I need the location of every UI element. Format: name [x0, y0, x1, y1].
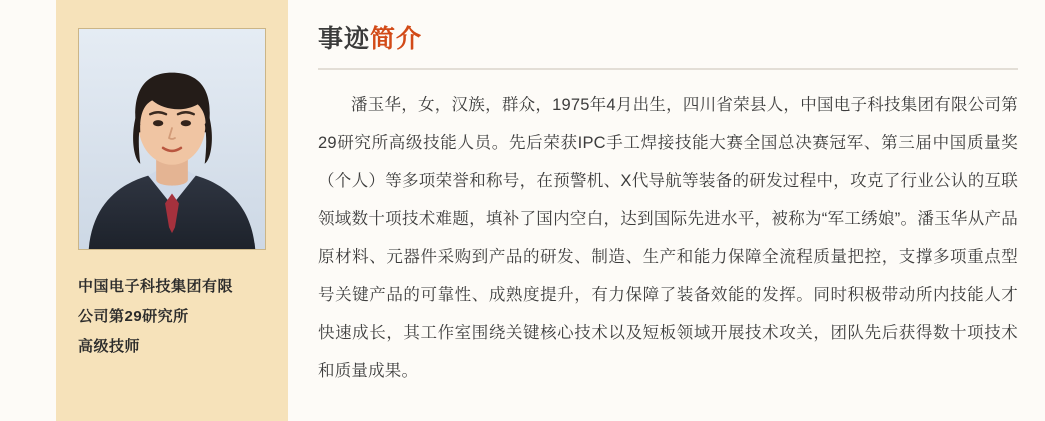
profile-caption	[78, 272, 266, 362]
profile-caption-line-3: 高级技师	[78, 338, 141, 355]
section-title-part-1: 事迹	[318, 25, 371, 53]
profile-card	[56, 0, 288, 421]
portrait-illustration	[79, 29, 265, 249]
portrait-photo	[78, 28, 266, 250]
article-content	[318, 0, 1018, 421]
section-title-part-2: 简介	[370, 25, 423, 53]
section-title	[318, 22, 1018, 56]
profile-caption-line-1: 中国电子科技集团有限	[78, 278, 234, 295]
profile-caption-line-2: 公司第29研究所	[78, 308, 189, 325]
article-body: 潘玉华，女，汉族，群众，1975年4月出生，四川省荣县人，中国电子科技集团有限公司第29研究所高级技能人员。先后荣获IPC手工焊接技能大赛全国总决赛冠军、第三届中国质量奖（个人）等多项荣誉和称号，在预警机、X代导航等装备的研发过程中，攻克了行业公认的互联领域数十项技术难题，填补了国内空白，达到国际先进水平，被称为“军工绣娘”。潘玉华从产品原材料、元器件采购到产品的研发、制造、生产和能力保障全流程质量把控，支撑多项重点型号关键产品的可靠性、成熟度提升，有力保障了装备效能的发挥。同时积极带动所内技能人才快速成长，其工作室围绕关键核心技术以及短板领域开展技术攻关，团队先后获得数十项技术和质量成果。	[318, 96, 1018, 380]
title-divider	[318, 68, 1018, 70]
